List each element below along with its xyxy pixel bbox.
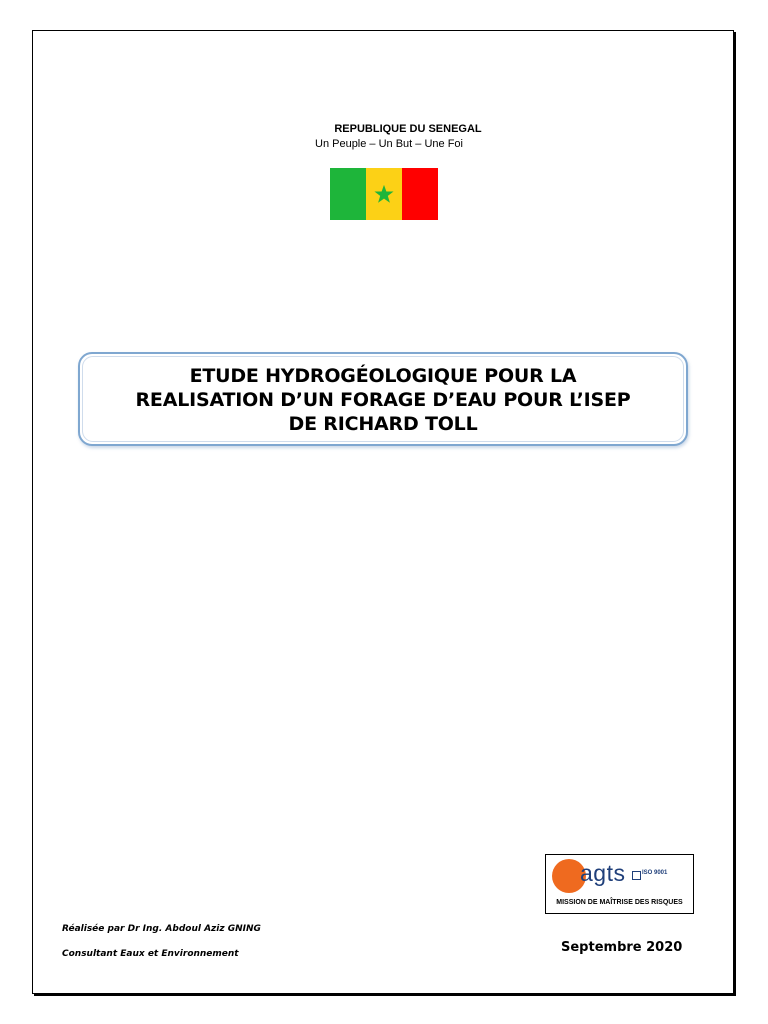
- checkbox-icon: [632, 871, 641, 880]
- logo-tagline: MISSION DE MAÎTRISE DES RISQUES: [556, 899, 683, 906]
- logo-wordmark: agts: [580, 860, 626, 886]
- logo-iso-label: ISO 9001: [642, 870, 668, 876]
- title-line-3: DE RICHARD TOLL: [288, 413, 478, 435]
- document-date: Septembre 2020: [561, 940, 683, 955]
- flag-band-green: [330, 168, 366, 220]
- title-line-1: ETUDE HYDROGÉOLOGIQUE POUR LA: [189, 365, 577, 387]
- flag-star-icon: [373, 184, 395, 204]
- agts-logo: [545, 854, 694, 914]
- author-role: Consultant Eaux et Environnement: [62, 949, 239, 959]
- title-box: [78, 352, 688, 446]
- country-name: REPUBLIQUE DU SENEGAL: [334, 123, 482, 135]
- national-motto: Un Peuple – Un But – Une Foi: [315, 138, 463, 150]
- title-line-2: REALISATION D’UN FORAGE D’EAU POUR L’ISEP: [135, 389, 631, 411]
- senegal-flag: [330, 168, 438, 220]
- flag-band-red: [402, 168, 438, 220]
- author-line: Réalisée par Dr Ing. Abdoul Aziz GNING: [62, 924, 261, 934]
- document-title: [80, 364, 686, 436]
